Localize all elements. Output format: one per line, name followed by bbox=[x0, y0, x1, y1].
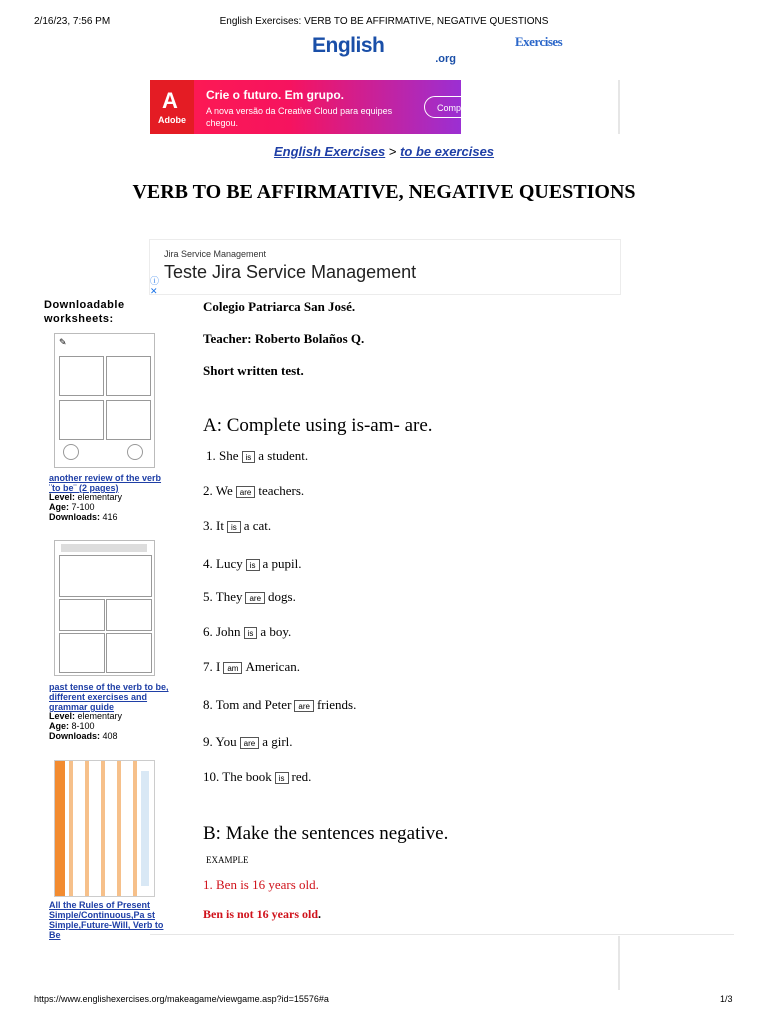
thumbnail-stripe bbox=[117, 761, 121, 896]
worksheet-level-2: Level: elementary bbox=[49, 711, 123, 721]
adobe-a-icon: A bbox=[162, 88, 178, 113]
exercise-a-3: 3. It is a cat. bbox=[203, 518, 272, 533]
exercise-a-10: 10. The book is red. bbox=[203, 769, 312, 784]
worksheet-downloads-2: Downloads: 408 bbox=[49, 731, 118, 741]
answer-input-9[interactable]: are bbox=[240, 737, 260, 749]
thumbnail-stripe bbox=[101, 761, 105, 896]
section-a-title: A: Complete using is-am- are. bbox=[203, 415, 433, 436]
print-page-title: English Exercises: VERB TO BE AFFIRMATIVE, NEGATIVE QUESTIONS bbox=[219, 16, 549, 27]
ad-advertiser: Jira Service Management bbox=[164, 249, 267, 259]
thumbnail-orange-band bbox=[55, 761, 65, 896]
thumbnail-header-bar bbox=[61, 544, 147, 552]
thumbnail-box-icon bbox=[106, 356, 151, 396]
page-title: VERB TO BE AFFIRMATIVE, NEGATIVE QUESTIONS bbox=[132, 181, 636, 203]
adobe-logo bbox=[150, 80, 194, 134]
bottom-ad-slot[interactable] bbox=[150, 934, 734, 991]
adobe-ad-banner[interactable] bbox=[150, 80, 461, 134]
exercise-a-2: 2. We are teachers. bbox=[203, 483, 305, 498]
site-logo[interactable] bbox=[312, 34, 563, 70]
worksheet-link-2[interactable]: past tense of the verb to be, different exercises and grammar guide bbox=[49, 682, 169, 712]
worksheet-downloads-1: Downloads: 416 bbox=[49, 512, 118, 522]
sidebar-heading: Downloadable worksheets: bbox=[44, 299, 125, 325]
worksheet-link-3[interactable]: All the Rules of Present Simple/Continuous,Pa st Simple,Future-Will, Verb to Be bbox=[49, 900, 164, 940]
ad-close-icon[interactable]: ✕ bbox=[150, 286, 158, 296]
worksheet-thumbnail-1[interactable] bbox=[54, 333, 155, 468]
answer-input-2[interactable]: are bbox=[236, 486, 256, 498]
jira-ad-banner[interactable] bbox=[150, 240, 620, 294]
test-description: Short written test. bbox=[203, 363, 304, 378]
worksheet-link-1[interactable]: another review of the verb ¨to be¨ (2 pages) bbox=[49, 473, 162, 493]
ad-edge-divider bbox=[618, 936, 620, 990]
thumbnail-cartoon-icon bbox=[127, 444, 143, 460]
answer-input-8[interactable]: are bbox=[294, 700, 314, 712]
adobe-brand-label: Adobe bbox=[158, 115, 186, 125]
thumbnail-box-icon bbox=[59, 400, 104, 440]
answer-input-4[interactable]: is bbox=[246, 559, 260, 571]
answer-input-7[interactable]: am bbox=[223, 662, 242, 674]
logo-part-english: English bbox=[312, 34, 385, 57]
answer-input-10[interactable]: is bbox=[275, 772, 289, 784]
exercise-a-7: 7. I am American. bbox=[203, 659, 300, 674]
ad-headline: Teste Jira Service Management bbox=[164, 262, 417, 282]
teacher-name: Teacher: Roberto Bolaños Q. bbox=[203, 331, 365, 346]
exercise-a-6: 6. John is a boy. bbox=[203, 624, 292, 639]
exercise-a-5: 5. They are dogs. bbox=[203, 589, 296, 604]
answer-input-6[interactable]: is bbox=[244, 627, 258, 639]
worksheet-age-2: Age: 8-100 bbox=[49, 721, 95, 731]
thumbnail-stripe bbox=[133, 761, 137, 896]
exercise-a-8: 8. Tom and Peter are friends. bbox=[203, 697, 357, 712]
thumbnail-cartoon-icon bbox=[63, 444, 79, 460]
thumbnail-box-icon bbox=[106, 633, 152, 673]
exercise-a-9: 9. You are a girl. bbox=[203, 734, 293, 749]
thumbnail-blue-band bbox=[141, 771, 149, 886]
ad-title: Crie o futuro. Em grupo. bbox=[206, 88, 344, 102]
answer-input-1[interactable]: is bbox=[242, 451, 256, 463]
example-sentence: 1. Ben is 16 years old. bbox=[203, 877, 319, 892]
school-name: Colegio Patriarca San José. bbox=[203, 299, 356, 314]
logo-part-exercises: Exercises bbox=[515, 34, 563, 49]
answer-input-3[interactable]: is bbox=[227, 521, 241, 533]
thumbnail-box-icon bbox=[59, 633, 105, 673]
thumbnail-box-icon bbox=[106, 599, 152, 631]
ad-cta-button[interactable]: Comp bbox=[424, 96, 461, 118]
section-b-title: B: Make the sentences negative. bbox=[203, 823, 449, 844]
logo-part-org: .org bbox=[435, 53, 456, 65]
print-footer-url: https://www.englishexercises.org/makeagame/viewgame.asp?id=15576#a bbox=[34, 994, 329, 1004]
thumbnail-box-icon bbox=[59, 599, 105, 631]
thumbnail-box-icon bbox=[59, 356, 104, 396]
ad-edge-divider bbox=[618, 80, 620, 134]
worksheet-level-1: Level: elementary bbox=[49, 492, 123, 502]
ad-body: A nova versão da Creative Cloud para equipes chegou. bbox=[206, 106, 393, 128]
example-label: EXAMPLE bbox=[206, 855, 249, 865]
answer-input-5[interactable]: are bbox=[245, 592, 265, 604]
thumbnail-header-icon: ✎ bbox=[59, 337, 67, 347]
thumbnail-box-icon bbox=[106, 400, 151, 440]
thumbnail-stripe bbox=[85, 761, 89, 896]
print-footer-page-number: 1/3 bbox=[720, 994, 733, 1004]
breadcrumb-separator: > bbox=[388, 144, 397, 159]
exercise-a-1: 1. She is a student. bbox=[206, 448, 309, 463]
breadcrumb-link-english-exercises[interactable]: English Exercises bbox=[273, 144, 386, 159]
thumbnail-table-icon bbox=[59, 555, 152, 597]
breadcrumb bbox=[0, 144, 768, 159]
worksheet-thumbnail-3[interactable] bbox=[54, 760, 155, 897]
exercise-a-4: 4. Lucy is a pupil. bbox=[203, 556, 302, 571]
ad-info-icon[interactable]: ⓘ bbox=[150, 276, 160, 286]
example-answer: Ben is not 16 years old. bbox=[203, 907, 322, 921]
breadcrumb-link-to-be-exercises[interactable]: to be exercises bbox=[400, 144, 495, 159]
worksheet-thumbnail-2[interactable] bbox=[54, 540, 155, 676]
thumbnail-stripe bbox=[69, 761, 73, 896]
print-datetime: 2/16/23, 7:56 PM bbox=[34, 16, 111, 27]
worksheet-age-1: Age: 7-100 bbox=[49, 502, 95, 512]
